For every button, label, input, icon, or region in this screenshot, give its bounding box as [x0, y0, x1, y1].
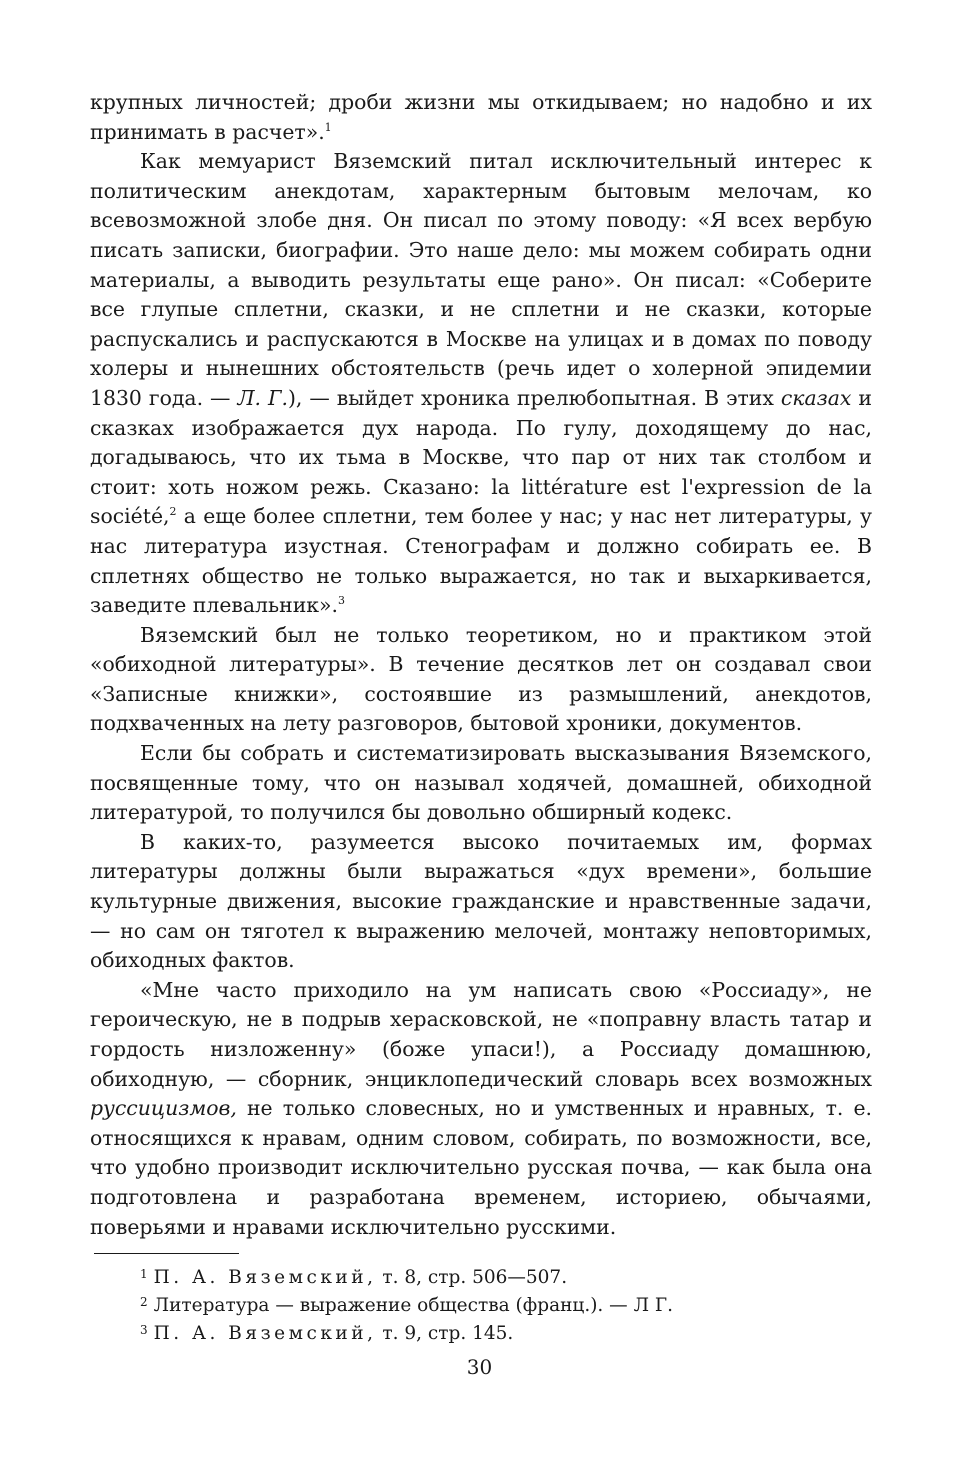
text-run: и сказках изображается дух народа. По гулу, доходящему до нас, догадываюсь, что их тьма в Москве, что пар от них так столбом и стоит: хоть ножом режь. Сказано: la littérature est l'expression de la société, [90, 385, 873, 529]
footnote [140, 1262, 860, 1290]
footnote-author: П. А. Вяземский, [153, 1323, 377, 1344]
paragraph [90, 828, 872, 976]
footnote-number: 2 [140, 1295, 148, 1309]
footnote-author: П. А. Вяземский, [153, 1267, 377, 1288]
text-run: В каких-то, разумеется высоко почитаемых им, формах литературы должны были выражаться «дух времени», большие культурные движения, высокие гражданские и нравственные задачи, — но сам он тяготел к выражению мелочей, монтажу неповторимых, обиходных фактов. [90, 829, 872, 973]
footnote [140, 1290, 860, 1318]
footnote-text: т. 8, стр. 506—507. [376, 1267, 568, 1288]
paragraph [90, 621, 872, 739]
text-run: Если бы собрать и систематизировать высказывания Вяземского, посвященные тому, что он называл ходячей, домашней, обиходной литературой, то получился бы довольно обширный кодекс. [90, 741, 872, 825]
footnote-text: т. 9, стр. 145. [376, 1323, 514, 1344]
page-number: 30 [466, 1355, 493, 1379]
text-run: Как мемуарист Вяземский питал исключительный интерес к политическим анекдотам, характерным бытовым мелочам, ко всевозможной злобе дня. Он писал по этому поводу: «Я всех вербую писать записки, биографии. Это наше дело: мы можем собирать одни материалы, а выводить результаты еще рано». Он писал: «Соберите все глупые сплетни, сказки, и не сплетни и не сказки, которые распускались и распускаются в Москве на улицах и в домах по поводу холеры и нынешних обстоятельств (речь идет о холерной эпидемии 1830 года. — [90, 149, 872, 410]
text-run: крупных личностей; дроби жизни мы откидываем; но надобно и их принимать в расчет». [90, 90, 872, 144]
footnote-ref: 3 [337, 594, 345, 608]
main-text [90, 88, 872, 1242]
text-run: ), — выйдет хроника прелюбопытная. В этих [287, 385, 781, 410]
italic-text: сказах [780, 385, 852, 410]
text-run: не только словесных, но и умственных и нравных, т. е. относящихся к нравам, одним словом, собирать, по возможности, все, что удобно производит исключительно русская почва, — как была она подготовлена и разработана временем, историею, обычаями, поверьями и нравами исключительно русскими. [90, 1096, 872, 1239]
footnote [140, 1318, 860, 1346]
footnote-divider [94, 1253, 239, 1254]
footnote-number: 1 [140, 1267, 148, 1281]
paragraph [90, 976, 872, 1242]
italic-text: Л. Г. [237, 385, 288, 410]
footnotes [140, 1262, 860, 1346]
footnote-ref: 1 [324, 120, 332, 134]
footnote-number: 3 [140, 1323, 148, 1337]
italic-text: руссицизмов, [90, 1096, 237, 1121]
paragraph [90, 147, 872, 621]
text-run: а еще более сплетни, тем более у нас; у нас нет литературы, у нас литература изустная. Стенографам и должно собирать ее. В сплетнях общество не только выражается, но так и выхаркивается, заведите плевальник». [90, 504, 872, 618]
paragraph [90, 739, 872, 828]
text-run: «Мне часто приходило на ум написать свою «Россиаду», не героическую, не в подрыв херасковской, не «поправну власть татар и гордость низложенну» (боже упаси!), а Россиаду домашнюю, обиходную, — сборник, энциклопедический словарь всех возможных [90, 977, 872, 1091]
footnote-ref: 2 [169, 505, 177, 519]
paragraph [90, 88, 872, 147]
text-run: Вяземский был не только теоретиком, но и практиком этой «обиходной литературы». В течение десятков лет он создавал свои «Записные книжки», состоявшие из размышлений, анекдотов, подхваченных на лету разговоров, бытовой хроники, документов. [90, 622, 872, 736]
footnote-text: Литература — выражение общества (франц.). — Л Г. [153, 1295, 674, 1316]
